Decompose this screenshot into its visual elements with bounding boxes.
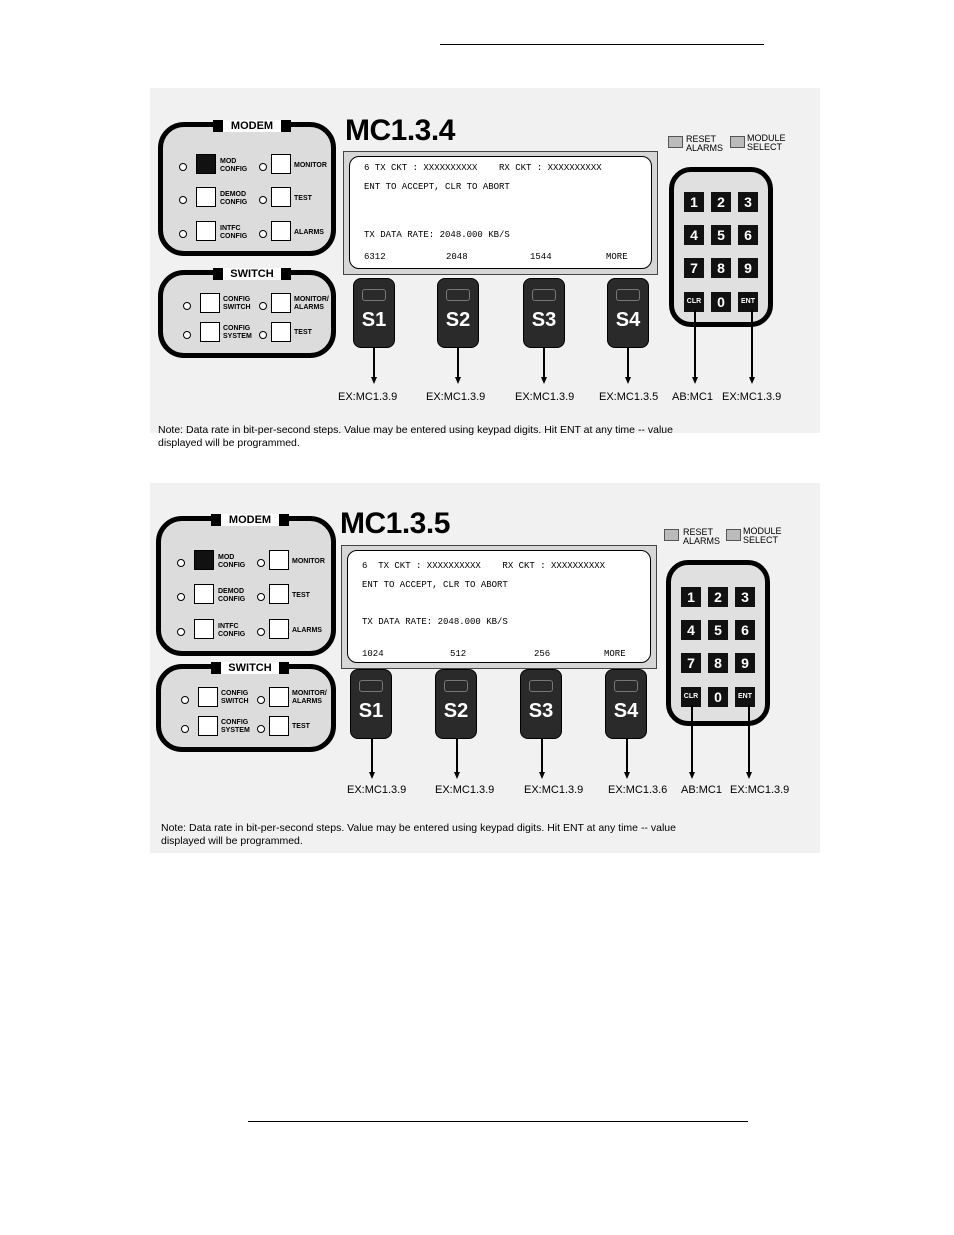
key-4[interactable]: 4 <box>681 620 701 640</box>
key-clr[interactable]: CLR <box>684 292 704 312</box>
dest-clr: AB:MC1 <box>672 391 713 403</box>
switch-test-button[interactable] <box>271 322 291 342</box>
arrow-line-s4 <box>626 739 628 773</box>
key-5[interactable]: 5 <box>711 225 731 245</box>
led-demod-config <box>179 196 187 204</box>
config-switch-button[interactable] <box>198 687 218 707</box>
arrow-line-s1 <box>371 739 373 773</box>
screen-id-title: MC1.3.5 <box>340 507 450 540</box>
s4-label: S4 <box>615 309 641 331</box>
arrow-head-clr <box>692 377 698 384</box>
s1-softkey[interactable] <box>350 669 392 739</box>
lcd-softkey-4: MORE <box>606 252 628 262</box>
note-text: Note: Data rate in bit-per-second steps. Value may be entered using keypad digits. Hit ENT at any time -- value displayed will be programmed. <box>161 822 676 847</box>
modem-panel <box>158 122 336 256</box>
led-switch-test <box>259 331 267 339</box>
footer-rule <box>248 1121 748 1122</box>
lcd-display <box>341 545 657 669</box>
lcd-softkey-2: 512 <box>450 649 467 659</box>
test-button[interactable] <box>271 187 291 207</box>
key-9[interactable]: 9 <box>735 653 755 673</box>
arrow-head-s4 <box>625 377 631 384</box>
s4-softkey[interactable] <box>605 669 647 739</box>
lcd-screen <box>349 156 652 269</box>
switch-test-button[interactable] <box>269 716 289 736</box>
reset-alarms-button[interactable] <box>664 529 679 541</box>
key-7[interactable]: 7 <box>681 653 701 673</box>
lcd-display <box>343 151 658 275</box>
arrow-line-s3 <box>541 739 543 773</box>
arrow-head-s3 <box>539 772 545 779</box>
switch-test-label: TEST <box>292 723 310 730</box>
dest-s2: EX:MC1.3.9 <box>426 391 486 403</box>
figure-mc1-3-5 <box>150 483 820 853</box>
switch-panel <box>158 270 336 358</box>
config-system-button[interactable] <box>200 322 220 342</box>
arrow-head-ent <box>746 772 752 779</box>
config-system-label: CONFIG SYSTEM <box>223 325 252 340</box>
switch-panel <box>156 664 336 752</box>
lcd-softkey-2: 2048 <box>446 252 468 262</box>
demod-config-button[interactable] <box>194 584 214 604</box>
arrow-head-s2 <box>454 772 460 779</box>
dest-ent: EX:MC1.3.9 <box>730 784 790 796</box>
monitor-label: MONITOR <box>292 558 325 565</box>
modem-panel-label: MODEM <box>213 120 291 132</box>
dest-clr: AB:MC1 <box>681 784 722 796</box>
key-0[interactable]: 0 <box>711 292 731 312</box>
led-demod-config <box>177 593 185 601</box>
lcd-line-3: TX DATA RATE: 2048.000 KB/S <box>364 230 510 240</box>
arrow-head-s4 <box>624 772 630 779</box>
s2-label: S2 <box>443 700 469 722</box>
arrow-line-ent <box>751 310 753 378</box>
reset-alarms-button[interactable] <box>668 136 683 148</box>
intfc-config-label: INTFC CONFIG <box>218 623 246 638</box>
monitor-alarms-button[interactable] <box>269 687 289 707</box>
led-config-switch <box>183 302 191 310</box>
config-switch-label: CONFIG SWITCH <box>221 690 249 705</box>
s2-softkey[interactable] <box>437 278 479 348</box>
switch-panel-label: SWITCH <box>213 268 291 280</box>
led-config-system <box>181 725 189 733</box>
monitor-button[interactable] <box>269 550 289 570</box>
mod-config-label: MOD CONFIG <box>218 554 246 569</box>
led-monitor <box>257 559 265 567</box>
key-1[interactable]: 1 <box>684 192 704 212</box>
led-alarms <box>257 628 265 636</box>
led-test <box>259 196 267 204</box>
led-intfc-config <box>177 628 185 636</box>
s1-softkey[interactable] <box>353 278 395 348</box>
lcd-softkey-1: 1024 <box>362 649 384 659</box>
keypad <box>669 167 773 327</box>
screen-id-title: MC1.3.4 <box>345 114 455 147</box>
s1-label: S1 <box>361 309 387 331</box>
switch-test-label: TEST <box>294 329 312 336</box>
header-rule <box>440 44 764 45</box>
arrow-head-s3 <box>541 377 547 384</box>
dest-s4: EX:MC1.3.5 <box>599 391 659 403</box>
module-select-button[interactable] <box>730 136 745 148</box>
test-label: TEST <box>292 592 310 599</box>
arrow-line-s3 <box>543 348 545 378</box>
led-monitor-alarms <box>259 302 267 310</box>
key-6[interactable]: 6 <box>738 225 758 245</box>
led-mod-config <box>179 163 187 171</box>
lcd-screen <box>347 550 651 663</box>
key-6[interactable]: 6 <box>735 620 755 640</box>
key-1[interactable]: 1 <box>681 587 701 607</box>
alarms-button[interactable] <box>269 619 289 639</box>
s3-softkey[interactable] <box>520 669 562 739</box>
key-3[interactable]: 3 <box>735 587 755 607</box>
arrow-head-s2 <box>455 377 461 384</box>
key-0[interactable]: 0 <box>708 687 728 707</box>
note-text: Note: Data rate in bit-per-second steps. Value may be entered using keypad digits. Hit ENT at any time -- value displayed will be programmed. <box>158 424 673 449</box>
lcd-softkey-3: 1544 <box>530 252 552 262</box>
lcd-line-3: TX DATA RATE: 2048.000 KB/S <box>362 617 508 627</box>
lcd-line-1: 6 TX CKT : XXXXXXXXXX RX CKT : XXXXXXXXXX <box>364 163 602 173</box>
module-select-button[interactable] <box>726 529 741 541</box>
monitor-alarms-label: MONITOR/ ALARMS <box>294 296 329 311</box>
key-9[interactable]: 9 <box>738 258 758 278</box>
dest-s3: EX:MC1.3.9 <box>515 391 575 403</box>
mod-config-button[interactable] <box>194 550 214 570</box>
monitor-alarms-label: MONITOR/ ALARMS <box>292 690 327 705</box>
key-4[interactable]: 4 <box>684 225 704 245</box>
arrow-head-ent <box>749 377 755 384</box>
key-8[interactable]: 8 <box>708 653 728 673</box>
arrow-line-clr <box>694 310 696 378</box>
dest-s1: EX:MC1.3.9 <box>338 391 398 403</box>
switch-panel-label: SWITCH <box>211 662 289 674</box>
intfc-config-button[interactable] <box>196 221 216 241</box>
key-ent[interactable]: ENT <box>738 292 758 312</box>
led-monitor <box>259 163 267 171</box>
arrow-line-s1 <box>373 348 375 378</box>
reset-alarms-label: RESET ALARMS <box>686 134 724 153</box>
test-label: TEST <box>294 195 312 202</box>
monitor-alarms-button[interactable] <box>271 293 291 313</box>
config-system-label: CONFIG SYSTEM <box>221 719 250 734</box>
intfc-config-button[interactable] <box>194 619 214 639</box>
key-5[interactable]: 5 <box>708 620 728 640</box>
lcd-softkey-3: 256 <box>534 649 551 659</box>
lcd-line-2: ENT TO ACCEPT, CLR TO ABORT <box>364 182 510 192</box>
alarms-label: ALARMS <box>294 229 324 236</box>
lcd-softkey-4: MORE <box>604 649 626 659</box>
led-monitor-alarms <box>257 696 265 704</box>
s3-label: S3 <box>528 700 554 722</box>
mod-config-label: MOD CONFIG <box>220 158 248 173</box>
arrow-head-clr <box>689 772 695 779</box>
config-switch-label: CONFIG SWITCH <box>223 296 251 311</box>
alarms-label: ALARMS <box>292 627 322 634</box>
key-2[interactable]: 2 <box>711 192 731 212</box>
config-system-button[interactable] <box>198 716 218 736</box>
arrow-line-s2 <box>456 739 458 773</box>
s3-label: S3 <box>531 309 557 331</box>
dest-s1: EX:MC1.3.9 <box>347 784 407 796</box>
monitor-label: MONITOR <box>294 162 327 169</box>
intfc-config-label: INTFC CONFIG <box>220 225 248 240</box>
key-7[interactable]: 7 <box>684 258 704 278</box>
key-clr[interactable]: CLR <box>681 687 701 707</box>
figure-mc1-3-4 <box>150 88 820 449</box>
led-alarms <box>259 230 267 238</box>
arrow-head-s1 <box>369 772 375 779</box>
module-select-label: MODULE SELECT <box>747 133 786 152</box>
key-2[interactable]: 2 <box>708 587 728 607</box>
config-switch-button[interactable] <box>200 293 220 313</box>
led-switch-test <box>257 725 265 733</box>
dest-ent: EX:MC1.3.9 <box>722 391 782 403</box>
keypad <box>666 560 770 726</box>
modem-panel-label: MODEM <box>211 514 289 526</box>
key-ent[interactable]: ENT <box>735 687 755 707</box>
led-config-system <box>183 331 191 339</box>
test-button[interactable] <box>269 584 289 604</box>
arrow-line-clr <box>691 705 693 773</box>
modem-panel <box>156 516 336 656</box>
s4-label: S4 <box>613 700 639 722</box>
lcd-softkey-1: 6312 <box>364 252 386 262</box>
dest-s2: EX:MC1.3.9 <box>435 784 495 796</box>
led-config-switch <box>181 696 189 704</box>
demod-config-button[interactable] <box>196 187 216 207</box>
s3-softkey[interactable] <box>523 278 565 348</box>
arrow-head-s1 <box>371 377 377 384</box>
s4-softkey[interactable] <box>607 278 649 348</box>
arrow-line-ent <box>748 705 750 773</box>
reset-alarms-label: RESET ALARMS <box>683 527 721 546</box>
led-intfc-config <box>179 230 187 238</box>
module-select-label: MODULE SELECT <box>743 526 782 545</box>
demod-config-label: DEMOD CONFIG <box>220 191 248 206</box>
mod-config-button[interactable] <box>196 154 216 174</box>
lcd-line-1: 6 TX CKT : XXXXXXXXXX RX CKT : XXXXXXXXXX <box>362 561 606 571</box>
dest-s4: EX:MC1.3.6 <box>608 784 668 796</box>
lcd-line-2: ENT TO ACCEPT, CLR TO ABORT <box>362 580 508 590</box>
dest-s3: EX:MC1.3.9 <box>524 784 584 796</box>
s2-softkey[interactable] <box>435 669 477 739</box>
led-mod-config <box>177 559 185 567</box>
alarms-button[interactable] <box>271 221 291 241</box>
monitor-button[interactable] <box>271 154 291 174</box>
s2-label: S2 <box>445 309 471 331</box>
arrow-line-s2 <box>457 348 459 378</box>
demod-config-label: DEMOD CONFIG <box>218 588 246 603</box>
key-8[interactable]: 8 <box>711 258 731 278</box>
arrow-line-s4 <box>627 348 629 378</box>
led-test <box>257 593 265 601</box>
key-3[interactable]: 3 <box>738 192 758 212</box>
s1-label: S1 <box>358 700 384 722</box>
